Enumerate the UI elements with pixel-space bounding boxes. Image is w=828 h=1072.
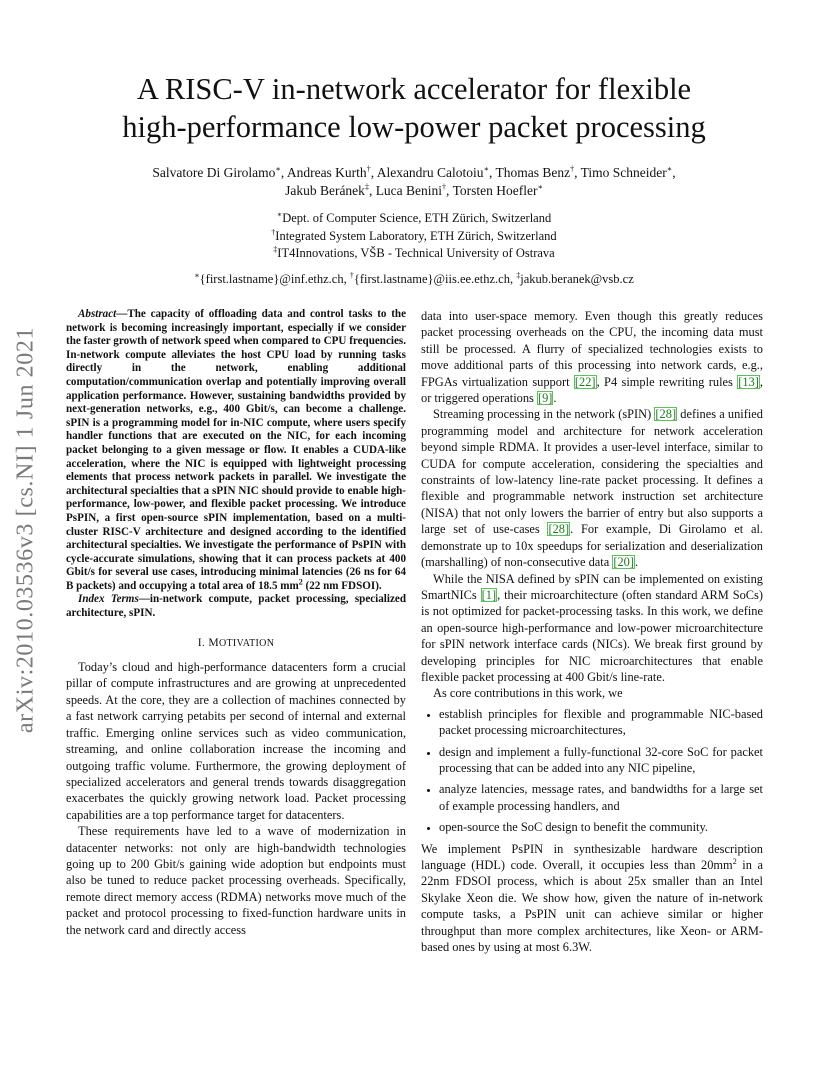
paragraph: Streaming processing in the network (sPIN) [28] defines a unified programming model and architecture for network acceleration beyond simple RDMA. It provides a user-level interface, similar to CUDA for compute acceleration, considering the specialties and constraints of low-latency line-rate packet processing. It defines a flexible and programmable network instruction set architecture (NISA) that not only lowers the barrier of entry but also supports a large set of use-cases [28]. For example, Di Girolamo et al. demonstrate up to 10x speedups for serialization and deserialization (marshalling) of non-consecutive data [20]. xyxy=(421,407,763,570)
citation-link[interactable]: [28] xyxy=(655,407,677,422)
contribution-list xyxy=(421,706,763,836)
author: Alexandru Calotoiu∗, xyxy=(376,164,496,180)
citation-link[interactable]: [9] xyxy=(537,391,553,406)
author: Salvatore Di Girolamo∗, xyxy=(152,164,287,180)
affiliation: ‡IT4Innovations, VŠB - Technical University of Ostrava xyxy=(273,244,555,260)
affiliation: †Integrated System Laboratory, ETH Zürich, Switzerland xyxy=(271,227,557,243)
paragraph: We implement PsPIN in synthesizable hardware description language (HDL) code. Overall, it occupies less than $20mm^2$ in a 22nm FDSOI process, which is about 25x smaller than an Intel Skylake Xeon die. We show how, given the nature of in-network compute tasks, a PsPIN unit can achieve similar or higher throughput than more complex architectures, like Xeon- or ARM- based ones by using at most 6.3W. xyxy=(421,841,763,955)
author: Torsten Hoefler∗ xyxy=(452,182,543,198)
paragraph: These requirements have led to a wave of modernization in datacenter networks: not only are high-bandwidth technologies going up to 200 Gbit/s gaining wide adoption but endpoints must also be tuned to reduce packet processing overheads. Specifically, remote direct memory access (RDMA) networks move much of the packet and protocol processing to fixed-function hardware units in the network card and directly access xyxy=(66,824,406,937)
affiliation: ∗Dept. of Computer Science, ETH Zürich, Switzerland xyxy=(276,209,552,225)
email: {first.lastname}@inf.ethz.ch, xyxy=(199,272,350,286)
list-item: • analyze latencies, message rates, and bandwidths for a large set of example processing handlers, and xyxy=(439,781,763,814)
citation-link[interactable]: [20] xyxy=(613,555,634,570)
abstract: Abstract—The capacity of offloading data and control tasks to the network is becoming increasingly important, especially if we consider the faster growth of network speed when compared to CPU frequencies. In-network compute alleviates the host CPU load by running tasks directly in the network, enabling additional computation/communication overlap and potentially improving overall application performance. However, sustaining bandwidths provided by next-generation networks, e.g., 400 Gbit/s, can become a challenge. sPIN is a programming model for in-NIC compute, where users specify handler functions that are executed on the NIC, for each incoming packet belonging to a given message or flow. It enables a CUDA-like acceleration, where the NIC is equipped with lightweight processing elements that process network packets in parallel. We investigate the architectural specialties that a sPIN NIC should provide to enable high-performance, low-power, and flexible packet processing. We introduce PsPIN, a first open-source sPIN implementation, based on a multi-cluster RISC-V architecture and designed according to the identified architectural specialties. We investigate the performance of PsPIN with cycle-accurate simulations, showing that it can process packets at 400 Gbit/s for several use cases, introducing minimal latencies (26 ns for 64 B packets) and occupying a total area of 18.5 $mm^2$ (22 nm FDSOI). xyxy=(66,308,406,592)
author: Jakub Beránek‡, xyxy=(285,182,376,198)
paragraph: As core contributions in this work, we xyxy=(433,686,623,701)
email: jakub.beranek@vsb.cz xyxy=(520,272,634,286)
author-list xyxy=(60,164,768,200)
right-column xyxy=(421,308,763,955)
section-heading: I. MOTIVATION xyxy=(197,635,275,649)
citation-link[interactable]: [1] xyxy=(481,587,497,602)
citation-link[interactable]: [22] xyxy=(574,374,596,389)
title-line-1: A RISC-V in-network accelerator for flexible xyxy=(136,72,692,106)
paper-title xyxy=(60,70,768,146)
author: Thomas Benz†, xyxy=(495,164,581,180)
index-terms: Index Terms—in-network compute, packet processing, specialized architecture, sPIN. xyxy=(66,593,406,620)
title-line-2: high-performance low-power packet processing xyxy=(122,110,706,144)
list-item: • open-source the SoC design to benefit the community. xyxy=(439,819,763,835)
paragraph: While the NISA defined by sPIN can be implemented on existing SmartNICs [1], their microarchitecture (often standard ARM SoCs) is not optimized for packet-processing tasks. In this work, we define an open-source high-performance and low-power microarchitecture for sPIN network interface cards (NICs). We break first ground by developing principles for NIC microarchitectures that enable flexible packet processing at 400 Gbit/s line-rate. xyxy=(421,571,764,684)
citation-link[interactable]: [28] xyxy=(548,522,570,537)
list-item: • design and implement a fully-functional 32-core SoC for packet processing that can be added into any NIC pipeline, xyxy=(439,744,763,777)
list-item: • establish principles for flexible and programmable NIC-based packet processing microarchitectures, xyxy=(439,706,763,739)
paragraph: data into user-space memory. Even though this greatly reduces packet processing overheads on the CPU, the incoming data must still be processed. A flurry of specialized technologies exists to move additional parts of this processing into network cards, e.g., FPGAs virtualization support [22], P4 simple rewriting rules [13], or triggered operations [9]. xyxy=(421,309,763,406)
author: Andreas Kurth†, xyxy=(286,164,377,180)
author: Luca Benini†, xyxy=(375,182,453,198)
citation-link[interactable]: [13] xyxy=(738,374,759,389)
left-column xyxy=(66,308,406,938)
email: {first.lastname}@iis.ee.ethz.ch, xyxy=(353,272,517,286)
author: Timo Schneider∗, xyxy=(580,164,676,180)
email-line: ∗{first.lastname}@inf.ethz.ch, †{first.lastname}@iis.ee.ethz.ch, ‡jakub.beranek@vsb.cz xyxy=(194,270,634,286)
affiliations xyxy=(60,210,768,263)
paragraph: Today’s cloud and high-performance datacenters form a crucial pillar of compute infrastructures and are growing at unprecedented speeds. At the core, they are a collection of machines connected by a fast network carrying petabits per second of internal and external traffic. Emerging online services such as video communication, streaming, and online collaboration increase the incoming and outgoing traffic volume. Furthermore, the growing deployment of specialized accelerators and general trends towards disaggregation exacerbates the quickly growing network load. Packet processing capabilities are a top performance target for datacenters. xyxy=(66,660,406,822)
arxiv-identifier: arXiv:2010.03536v3 [cs.NI] 1 Jun 2021 xyxy=(12,326,39,734)
